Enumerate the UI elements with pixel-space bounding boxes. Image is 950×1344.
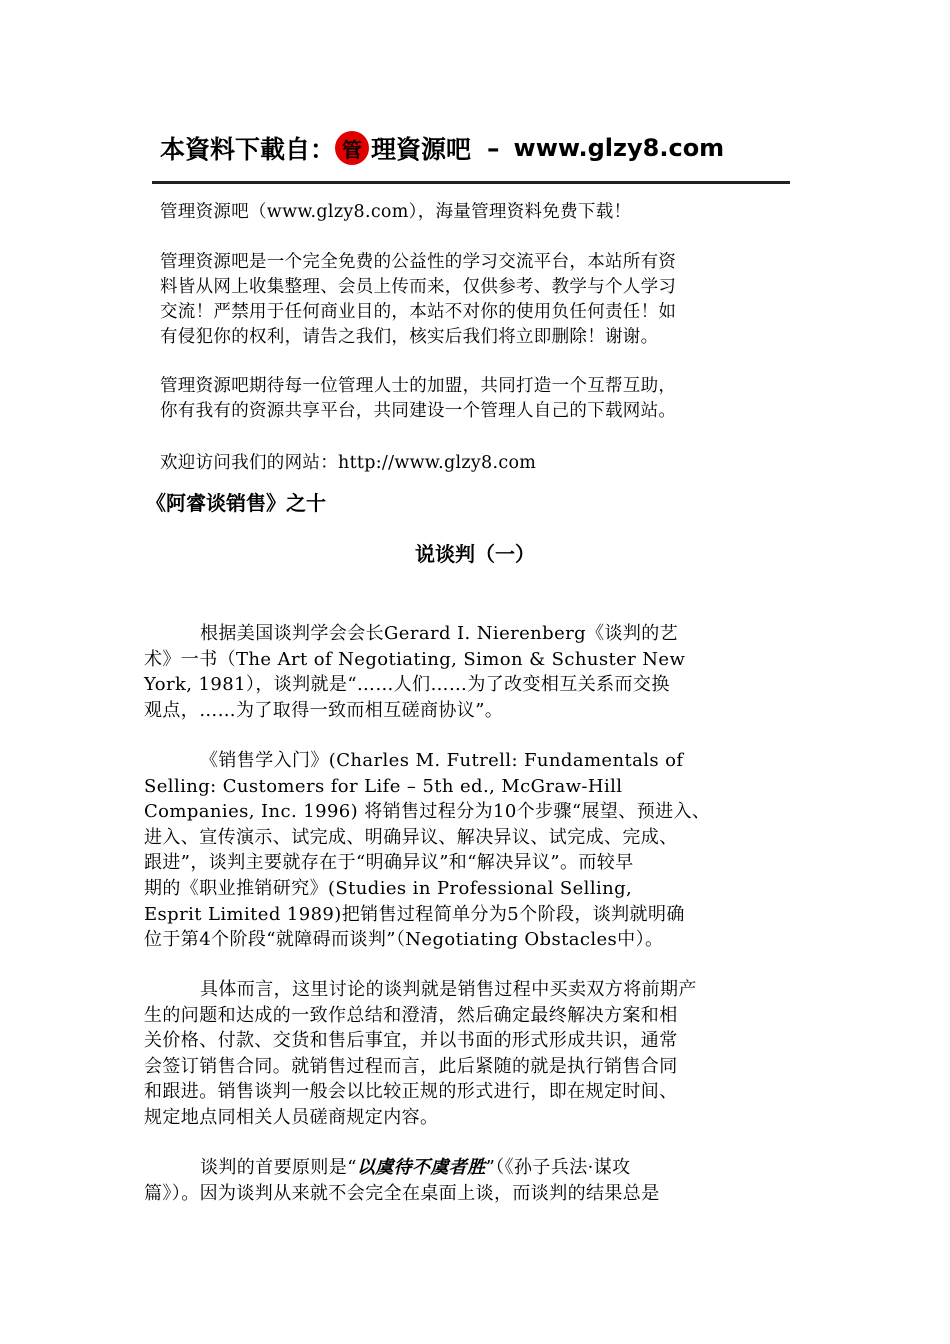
document-title: 说谈判（一）	[415, 542, 535, 566]
notice-line: 你有我有的资源共享平台，共同建设一个管理人自己的下载网站。	[160, 401, 677, 421]
paragraph-3	[144, 977, 812, 1131]
notice-line: 料皆从网上收集整理、会员上传而来，仅供参考、教学与个人学习	[160, 277, 677, 297]
notice-line-1: 管理资源吧（www.glzy8.com），海量管理资料免费下载！	[160, 202, 632, 222]
header-divider	[152, 181, 790, 184]
download-banner	[160, 128, 724, 168]
paragraph-line: Esprit Limited 1989)把销售过程简单分为5个阶段，谈判就明确	[144, 903, 685, 925]
paragraph-line: 生的问题和达成的一致作总结和澄清，然后确定最终解决方案和相	[144, 1004, 678, 1026]
principle-lead: 谈判的首要原则是“	[200, 1157, 357, 1178]
paragraph-line: 关价格、付款、交货和售后事宜，并以书面的形式形成共识，通常	[144, 1030, 678, 1052]
notice-disclaimer	[160, 250, 800, 350]
site-name: 理資源吧	[371, 135, 472, 164]
paragraph-line: 具体而言，这里讨论的谈判就是销售过程中买卖双方将前期产	[200, 979, 697, 1000]
paragraph-line: 跟进”，谈判主要就存在于“明确异议”和“解决异议”。而较早	[144, 852, 634, 874]
paragraph-line: 规定地点同相关人员磋商规定内容。	[144, 1106, 439, 1128]
notice-line: 有侵犯你的权利，请告之我们，核实后我们将立即删除！谢谢。	[160, 327, 659, 347]
paragraph-line: 观点，……为了取得一致而相互磋商协议”。	[144, 699, 504, 721]
principle-source: ”（《孙子兵法·谋攻	[485, 1157, 631, 1178]
paragraph-line: 根据美国谈判学会会长Gerard I. Nierenberg《谈判的艺	[200, 623, 679, 644]
paragraph-line	[144, 1155, 812, 1181]
notice-visit-link[interactable]: 欢迎访问我们的网站：http://www.glzy8.com	[160, 453, 537, 473]
paragraph-line: Companies, Inc. 1996) 将销售过程分为10个步骤“展望、预进入、	[144, 801, 711, 823]
paragraph-line: York, 1981），谈判就是“……人们……为了改变相互关系而交换	[144, 674, 670, 696]
notice-line: 管理资源吧是一个完全免费的公益性的学习交流平台，本站所有资	[160, 252, 677, 272]
series-title: 《阿睿谈销售》之十	[146, 491, 326, 515]
principle-emphasis: 以虞待不虞者胜	[356, 1157, 486, 1178]
site-url-link[interactable]: www.glzy8.com	[513, 134, 725, 162]
paragraph-line: Selling: Customers for Life – 5th ed., McGraw-Hill	[144, 775, 623, 797]
notice-line: 管理资源吧期待每一位管理人士的加盟，共同打造一个互帮互助，	[160, 376, 677, 396]
paragraph-line: 位于第4个阶段“就障碍而谈判”（Negotiating Obstacles中）。	[144, 929, 664, 951]
paragraph-2	[144, 748, 812, 953]
site-logo-icon: 管	[335, 131, 369, 165]
download-label: 本資料下載自：	[160, 135, 336, 164]
paragraph-line: 期的《职业推销研究》(Studies in Professional Selling,	[144, 877, 633, 899]
paragraph-line: 篇》）。因为谈判从来就不会完全在桌面上谈，而谈判的结果总是	[144, 1182, 660, 1204]
paragraph-line: 进入、宣传演示、试完成、明确异议、解决异议、试完成、完成、	[144, 826, 678, 848]
notice-invitation	[160, 374, 800, 424]
notice-line: 交流！严禁用于任何商业目的，本站不对你的使用负任何责任！如	[160, 302, 677, 322]
banner-dash: –	[487, 133, 500, 163]
paragraph-1	[144, 621, 812, 723]
paragraph-line: 会签订销售合同。就销售过程而言，此后紧随的就是执行销售合同	[144, 1055, 678, 1077]
paragraph-line: 术》一书（The Art of Negotiating, Simon & Schuster New	[144, 648, 686, 670]
paragraph-line: 和跟进。销售谈判一般会以比较正规的形式进行，即在规定时间、	[144, 1081, 678, 1103]
paragraph-line: 《销售学入门》(Charles M. Futrell: Fundamentals of	[200, 750, 684, 771]
paragraph-4	[144, 1155, 812, 1206]
